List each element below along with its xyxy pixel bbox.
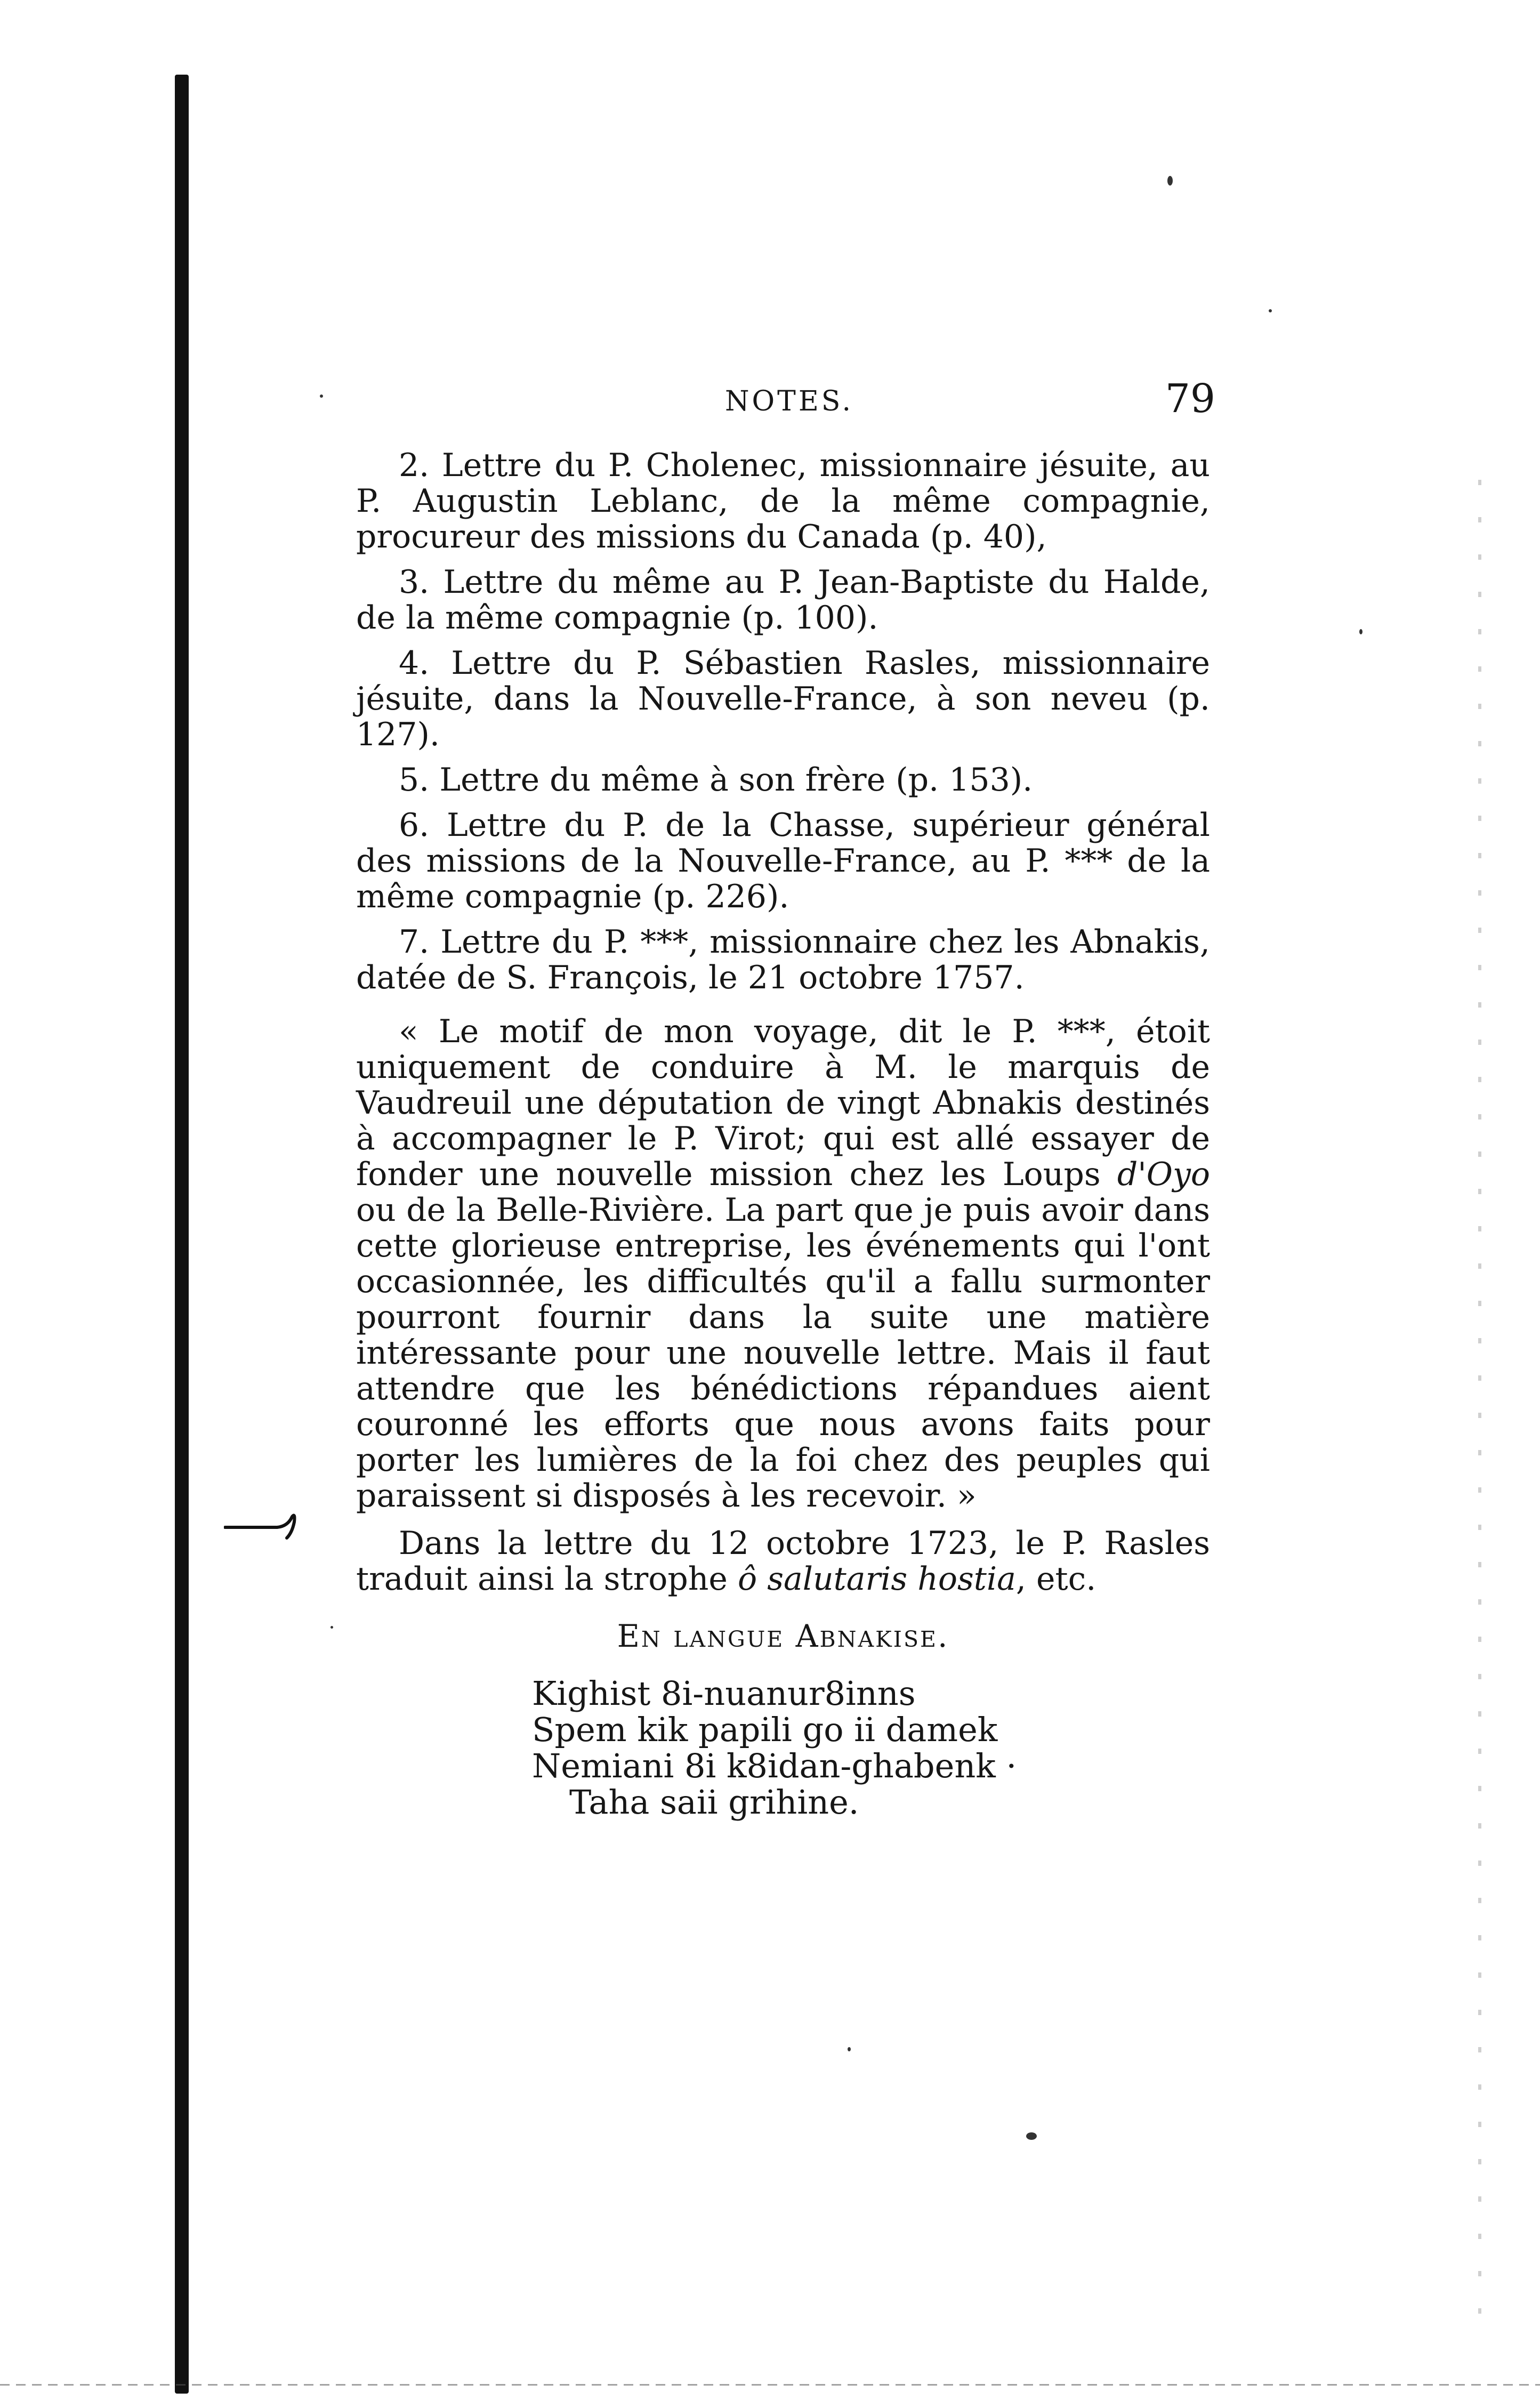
intro-text-start: Dans la lettre du 12 octobre 1723, le P. Rasles traduit ainsi la strophe xyxy=(356,1525,1210,1598)
binding-shadow xyxy=(175,75,189,2394)
scan-speck xyxy=(848,2047,851,2051)
poem xyxy=(532,1676,1210,1821)
scan-speck xyxy=(1026,2132,1037,2140)
poem-line: Spem kik papili go ii damek xyxy=(532,1710,998,1749)
scan-noise-right-edge xyxy=(1478,480,1481,2346)
quote-italic: d'Oyo xyxy=(1117,1156,1210,1193)
page-number: 79 xyxy=(1165,376,1215,422)
list-item: 2. Lettre du P. Cholenec, missionnaire jésuite, au P. Augustin Leblanc, de la même compagnie, procureur des missions du Canada (p. 40), xyxy=(356,447,1210,555)
scan-speck xyxy=(320,394,323,398)
body-text xyxy=(356,448,1210,1821)
scan-speck xyxy=(1167,176,1173,186)
intro-italic: ô salutaris hostia xyxy=(738,1560,1016,1598)
scan-speck xyxy=(1269,309,1272,312)
scan-speck xyxy=(1359,629,1362,634)
pen-mark xyxy=(224,1511,304,1543)
list-item: 6. Lettre du P. de la Chasse, supérieur général des missions de la Nouvelle-France, au P. *** de la même compagnie (p. 226). xyxy=(356,807,1210,915)
intro-text-end: , etc. xyxy=(1015,1560,1096,1598)
quote-text-start: « Le motif de mon voyage, dit le P. ***, étoit uniquement de conduire à M. le marquis de Vaudreuil une députation de vingt Abnakis destinés à accompagner le P. Virot; qui est allé essayer de fonder une nouvelle mission chez les Loups xyxy=(356,1013,1210,1193)
list-item: 4. Lettre du P. Sébastien Rasles, missionnaire jésuite, dans la Nouvelle-France, à son neveu (p. 127). xyxy=(356,645,1210,753)
quote-text-end: ou de la Belle-Rivière. La part que je puis avoir dans cette glorieuse entreprise, les événements qui l'ont occasionnée, les difficultés qu'il a fallu surmonter pourront fournir dans la suite une matière intéressante pour une nouvelle lettre. Mais il faut attendre que les bénédictions répandues aient couronné les efforts que nous avons faits pour porter les lumières de la foi chez des peuples qui paraissent si disposés à les recevoir. » xyxy=(356,1191,1210,1515)
list-item: 5. Lettre du même à son frère (p. 153). xyxy=(399,761,1033,799)
scan-noise-bottom-edge xyxy=(0,2384,1540,2386)
poem-line: Kighist 8i-nuanur8inns xyxy=(532,1674,916,1713)
list-item: 3. Lettre du même au P. Jean-Baptiste du Halde, de la même compagnie (p. 100). xyxy=(356,563,1210,637)
intro-paragraph xyxy=(356,1526,1210,1597)
running-head: NOTES. xyxy=(725,385,854,417)
poem-line: Nemiani 8i k8idan-ghabenk · xyxy=(532,1746,1017,1785)
scan-speck xyxy=(330,1626,333,1629)
quoted-paragraph xyxy=(356,1014,1210,1514)
poem-line: Taha saii grihine. xyxy=(569,1783,859,1822)
list-item: 7. Lettre du P. ***, missionnaire chez les Abnakis, datée de S. François, le 21 octobre 1757. xyxy=(356,923,1210,996)
page-header xyxy=(352,376,1215,424)
section-heading: En langue Abnakise. xyxy=(617,1618,949,1654)
